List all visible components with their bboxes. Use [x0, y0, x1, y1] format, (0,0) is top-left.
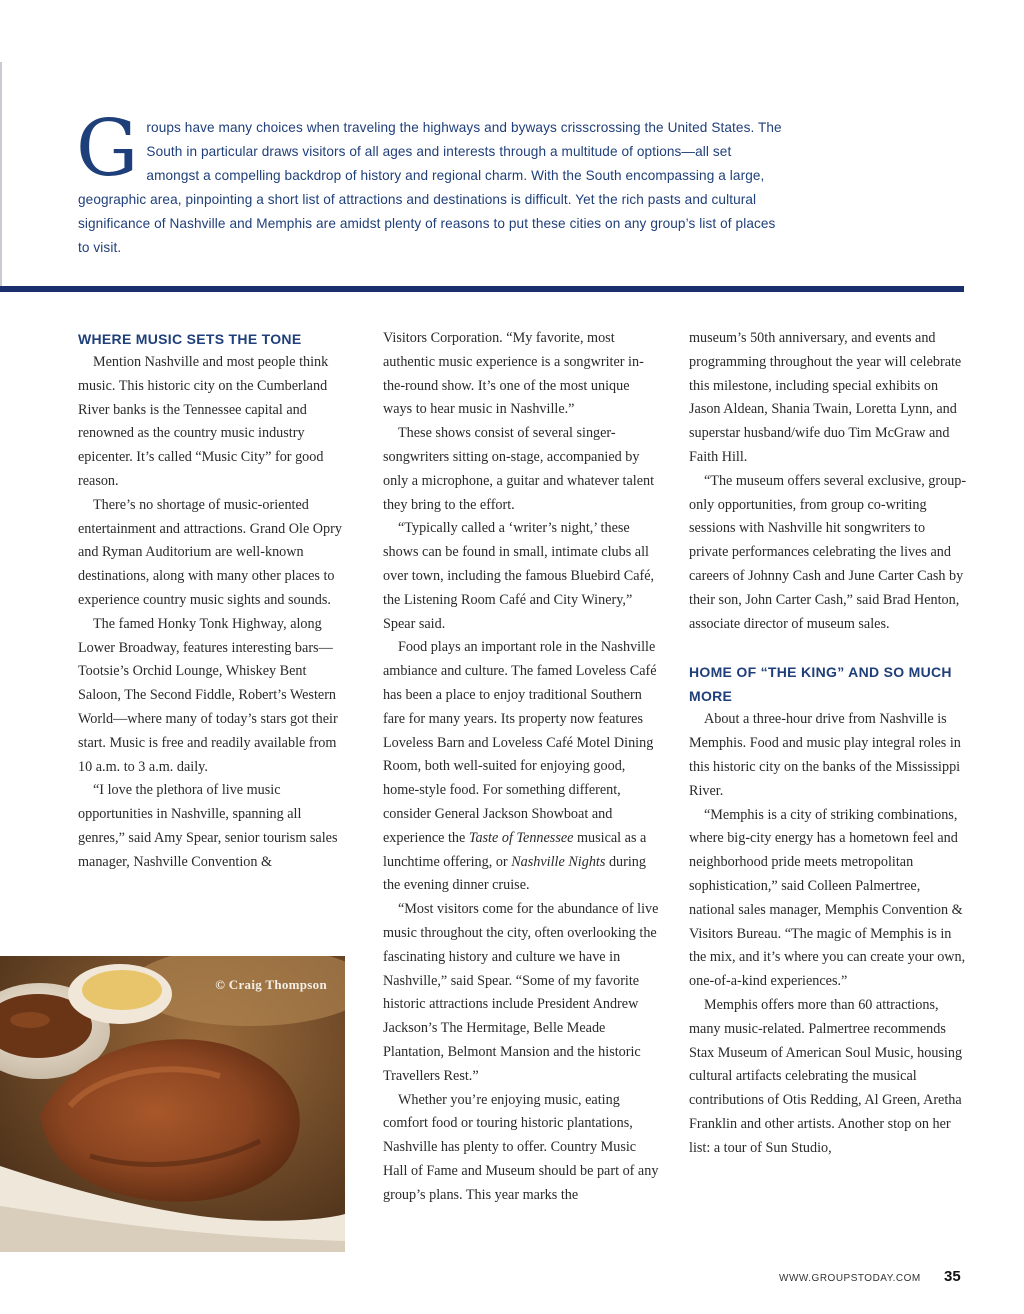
- paragraph: Memphis offers more than 60 attractions, many music-related. Palmertree recommends Stax Museum of American Soul Music, housing cultural artifacts celebrating the musical contributions of Otis Redding, Al Green, Aretha Franklin and other artists. Another stop on her list: a tour of Sun Studio,: [689, 996, 963, 1156]
- section-heading-music: WHERE MUSIC SETS THE TONE: [78, 331, 302, 347]
- paragraph: museum’s 50th anniversary, and events and programming throughout the year will celebrate this milestone, including special exhibits on Jason Aldean, Shania Twain, Loretta Lynn, and superstar husband/wife duo Tim McGraw and Faith Hill.: [689, 330, 962, 465]
- paragraph: “I love the plethora of live music opportunities in Nashville, spanning all genres,” said Amy Spear, senior tourism sales manager, Nashville Convention &: [78, 782, 338, 870]
- paragraph: About a three-hour drive from Nashville is Memphis. Food and music play integral roles in this historic city on the banks of the Mississippi River.: [689, 711, 961, 799]
- left-margin-bar: [0, 62, 2, 288]
- column-1: [78, 327, 346, 875]
- paragraph: The famed Honky Tonk Highway, along Lower Broadway, features interesting bars—Tootsie’s Orchid Lounge, Whiskey Bent Saloon, The Second Fiddle, Robert’s Western World—where many of today’s stars got their start. Music is free and readily available from 10 a.m. to 3 a.m. daily.: [78, 615, 338, 775]
- section-heading-memphis: HOME OF “THE KING” AND SO MUCH MORE: [689, 664, 952, 705]
- paragraph: “Typically called a ‘writer’s night,’ these shows can be found in small, intimate clubs all over town, including the famous Bluebird Café, the Listening Room Café and City Winery,” Spear said.: [383, 520, 655, 632]
- text-run: musical as a lunchtime offering, or: [383, 829, 647, 870]
- italic-title: Taste of Tennessee: [468, 829, 574, 846]
- paragraph: “Most visitors come for the abundance of live music throughout the city, often overlooking the fascinating history and culture we have in Nashville,” said Spear. “Some of my favorite historic attractions include President Andrew Jackson’s The Hermitage, Belle Meade Plantation, Belmont Mansion and the historic Travellers Rest.”: [383, 901, 659, 1084]
- paragraph: There’s no shortage of music-oriented entertainment and attractions. Grand Ole Opry and Ryman Auditorium are well-known destinations, along with many other places to experience country music sights and sounds.: [78, 496, 342, 608]
- paragraph: These shows consist of several singer-songwriters sitting on-stage, accompanied by only a microphone, a guitar and whatever talent they bring to the effort.: [383, 425, 655, 513]
- text-run: during the evening dinner cruise.: [383, 853, 646, 894]
- page-number: 35: [944, 1268, 961, 1285]
- paragraph: “The museum offers several exclusive, group-only opportunities, from group co-writing sessions with Nashville hit songwriters to private performances celebrating the lives and careers of Johnny Cash and June Carter Cash by their son, John Carter Cash,” said Brad Henton, associate director of museum sales.: [689, 472, 967, 632]
- paragraph: Whether you’re enjoying music, eating comfort food or touring historic plantations, Nashville has plenty to offer. Country Music Hall of Fame and Museum should be part of any group’s plans. This year marks the: [383, 1091, 659, 1203]
- paragraph: Mention Nashville and most people think music. This historic city on the Cumberland River banks is the Tennessee capital and renowned as the country music industry epicenter. It’s called “Music City” for good reason.: [78, 354, 329, 489]
- text-run: Food plays an important role in the Nashville ambiance and culture. The famed Loveless Café has been a place to enjoy traditional Southern fare for many years. Its property now features Loveless Barn and Loveless Café Motel Dining Room, both well-suited for enjoying good, home-style food. For something different, consider General Jackson Showboat and experience the: [383, 639, 657, 846]
- footer-url: WWW.GROUPSTODAY.COM: [779, 1273, 921, 1284]
- photo-credit: © Craig Thompson: [215, 977, 327, 992]
- food-photo: [0, 956, 345, 1252]
- italic-title: Nashville Nights: [511, 853, 606, 870]
- section-divider: [0, 286, 964, 292]
- paragraph: Visitors Corporation. “My favorite, most authentic music experience is a songwriter in-the-round show. It’s one of the most unique ways to hear music in Nashville.”: [383, 330, 644, 418]
- intro-text: roups have many choices when traveling the highways and byways crisscrossing the United States. The South in particular draws visitors of all ages and interests through a multitude of options—all set amongst a compelling backdrop of history and regional charm. With the South encompassing a large, geographic area, pinpointing a short list of attractions and destinations is difficult. Yet the rich pasts and cultural significance of Nashville and Memphis are amidst plenty of reasons to put these cities on any group’s list of places to visit.: [78, 120, 782, 255]
- paragraph: [383, 636, 661, 898]
- column-2: [383, 327, 661, 1207]
- intro-paragraph: [76, 104, 784, 260]
- column-3: [689, 327, 967, 1161]
- drop-cap: G: [76, 104, 139, 194]
- paragraph: “Memphis is a city of striking combinations, where big-city energy has a hometown feel and neighborhood pride meets metropolitan sophistication,” said Colleen Palmertree, national sales manager, Memphis Convention & Visitors Bureau. “The magic of Memphis is in the mix, and it’s where you can create your own, one-of-a-kind experiences.”: [689, 806, 966, 990]
- food-photo-illustration: [0, 956, 345, 1252]
